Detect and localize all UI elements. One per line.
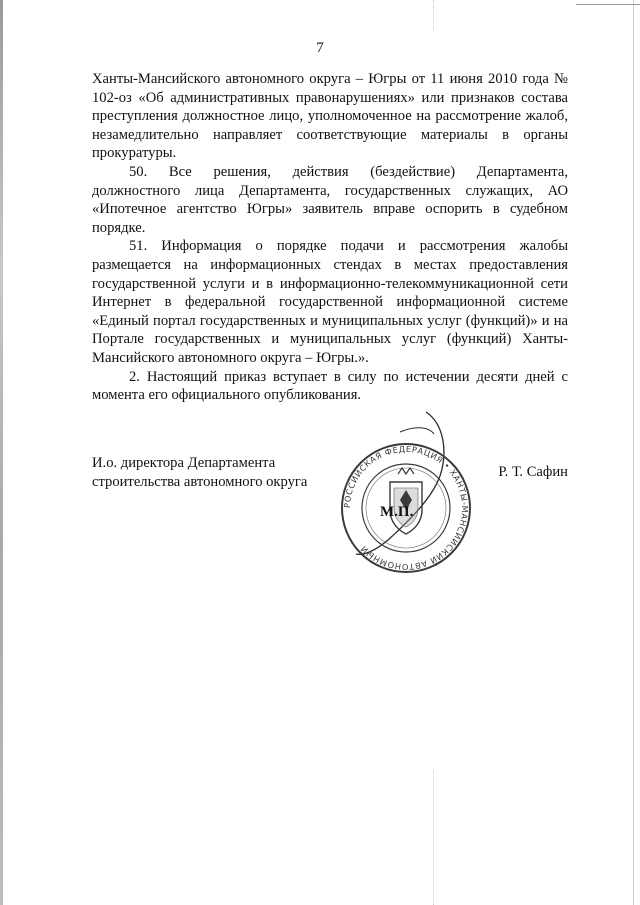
paragraph-50: 50. Все решения, действия (бездействие) Департамента, должностного лица Департамента, государственных служащих, АО «Ипотечное агентство Югры» заявитель вправе оспорить в судебном порядке.	[92, 163, 568, 236]
scan-top-right-mark	[576, 4, 640, 5]
scan-fold-mark-bottom	[433, 770, 435, 905]
paragraph-order-item-2: 2. Настоящий приказ вступает в силу по истечении десяти дней с момента его официального опубликования.	[92, 368, 568, 404]
official-seal-stamp	[336, 404, 476, 574]
handwritten-signature-flourish	[400, 428, 434, 434]
paragraph-continuation: Ханты-Мансийского автономного округа – Югры от 11 июня 2010 года № 102-оз «Об административных правонарушениях» или признаков состава преступления должностное лицо, уполномоченное на рассмотрение жалоб, незамедлительно направляет соответствующие материалы в органы прокуратуры.	[92, 71, 568, 162]
seal-coat-of-arms-emblem	[390, 468, 422, 534]
scan-left-edge	[0, 0, 3, 905]
signer-position-line2: строительства автономного округа	[92, 474, 308, 490]
signer-position-line1: И.о. директора Департамента	[92, 455, 276, 471]
seal-mp-mark: М.П.	[380, 504, 414, 520]
signature-block	[92, 454, 307, 492]
scan-fold-mark-top	[433, 0, 435, 30]
paragraph-51: 51. Информация о порядке подачи и рассмотрения жалобы размещается на информационных стендах в местах предоставления государственной услуги и в информационно-телекоммуникационной сети Интернет в федеральной государственной информационной системе «Единый портал государственных и муниципальных услуг (функций)» и на Портале государственных и муниципальных услуг (функций) Ханты-Мансийского автономного округа – Югры.».	[92, 238, 568, 366]
scan-right-edge	[633, 0, 634, 905]
page-number: 7	[316, 40, 324, 56]
signer-name: Р. Т. Сафин	[498, 464, 568, 480]
document-body	[92, 70, 568, 405]
seal-ring-text: РОССИЙСКАЯ ФЕДЕРАЦИЯ • ХАНТЫ-МАНСИЙСКИЙ АВТОНОМНЫЙ	[341, 443, 471, 573]
